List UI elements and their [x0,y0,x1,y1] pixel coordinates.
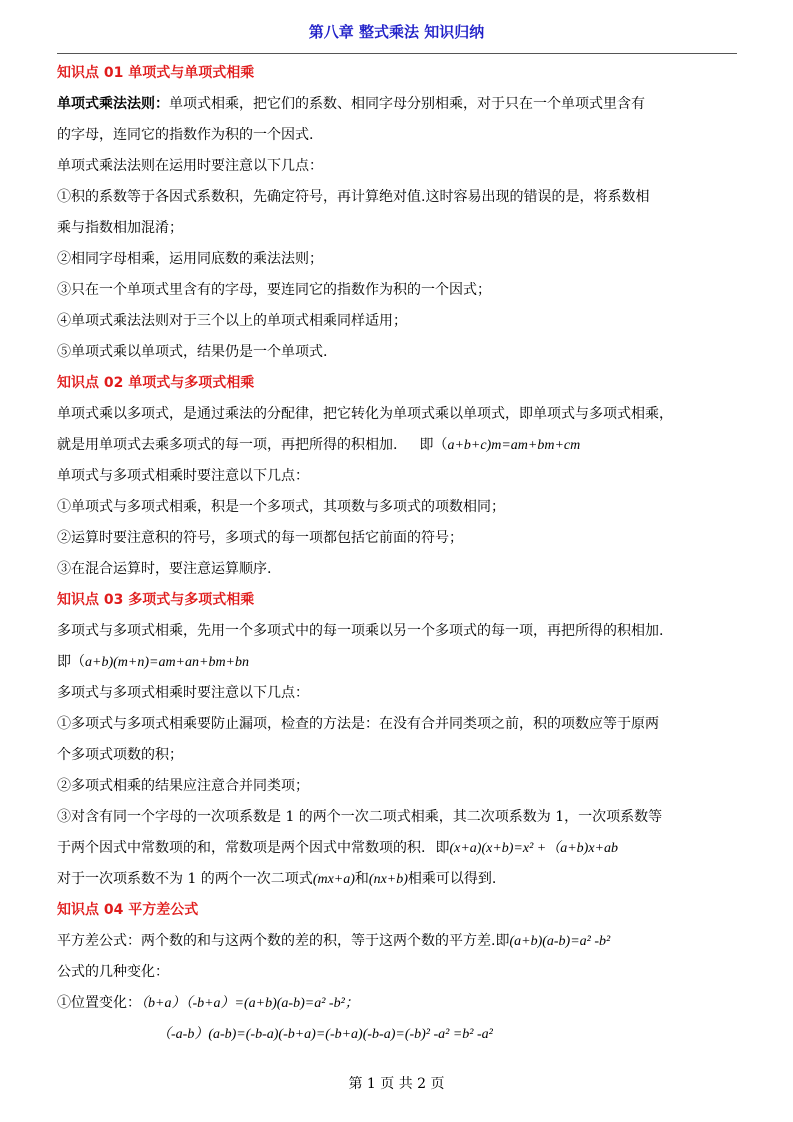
paragraph-line-1: 多项式与多项式相乘，先用一个多项式中的每一项乘以另一个多项式的每一项，再把所得的积相加. [57,623,664,639]
note-4-formula-2: (nx+b) [368,872,408,887]
polynomial-product-formula: a+b)(m+n)=am+an+bm+bn [85,655,250,670]
note-3-text: 于两个因式中常数项的和，常数项是两个因式中常数项的积. [57,840,426,856]
formula-prefix: 即 [435,840,450,856]
variant-1 [57,988,739,1019]
paragraph-line-1: 单项式乘以多项式，是通过乘法的分配律，把它转化为单项式乘以单项式，即单项式与多项式相乘， [57,406,673,422]
note-1-line-1: ①多项式与多项式相乘要防止漏项，检查的方法是：在没有合并同类项之前，积的项数应等于原两 [57,716,659,732]
note-4-suffix: 相乘可以得到. [407,871,497,887]
notes-intro: 多项式与多项式相乘时要注意以下几点： [57,685,309,701]
note-3: ③只在一个单项式里含有的字母，要连同它的指数作为积的一个因式； [57,282,491,298]
note-4-mid: 和 [354,871,369,887]
note-1-line-2: 乘与指数相加混淆； [57,220,183,236]
variant-2 [57,1019,739,1050]
document-body [57,58,739,1050]
rule-paragraph-line-1 [57,89,739,120]
binomial-product-formula: (x+a)(x+b)=x² +（a+b)x+ab [449,841,618,856]
page-footer: 第 1 页 共 2 页 [348,1076,445,1092]
note-2: ②相同字母相乘，运用同底数的乘法法则； [57,251,323,267]
rule-paragraph-line-2: 的字母，连同它的指数作为积的一个因式. [57,127,314,143]
note-5: ⑤单项式乘以单项式，结果仍是一个单项式. [57,344,328,360]
rule-name: 单项式乘法法则： [57,96,169,112]
rule-text: 单项式相乘，把它们的系数、相同字母分别相乘，对于只在一个单项式里含有 [169,96,645,112]
paragraph-text: 平方差公式：两个数的和与这两个数的差的积，等于这两个数的平方差.即 [57,933,510,949]
formula-line [57,647,739,678]
note-4: ④单项式乘法法则对于三个以上的单项式相乘同样适用； [57,313,407,329]
variant-2-formula: （-a-b）(a-b)=(-b-a)(-b+a)=(-b+a)(-b-a)=(-b)² -a² =b² -a² [157,1027,493,1042]
difference-of-squares-formula: (a+b)(a-b)=a² -b² [509,934,611,949]
section-title-02: 知识点 02 单项式与多项式相乘 [57,375,255,391]
note-1: ①单项式与多项式相乘，积是一个多项式，其项数与多项式的项数相同； [57,499,505,515]
variant-1-formula: （b+a）（-b+a）=(a+b)(a-b)=a² -b²； [141,996,359,1011]
section-title-03: 知识点 03 多项式与多项式相乘 [57,592,255,608]
note-2: ②多项式相乘的结果应注意合并同类项； [57,778,309,794]
notes-intro: 单项式乘法法则在运用时要注意以下几点： [57,158,323,174]
formula-prefix: 即（ [419,437,448,453]
note-3: ③在混合运算时，要注意运算顺序. [57,561,272,577]
page-header-title: 第八章 整式乘法 知识归纳 [308,23,485,41]
note-3-line-1: ③对含有同一个字母的一次项系数是 1 的两个一次二项式相乘，其二次项系数为 1，一次项系数等 [57,809,663,825]
paragraph-line-1 [57,926,739,957]
note-3-line-2 [57,833,739,864]
paragraph-line-2 [57,430,739,461]
formula-prefix: 即（ [57,654,85,670]
note-1-line-2: 个多项式项数的积； [57,747,183,763]
note-4-formula-1: (mx+a) [312,872,355,887]
variant-1-label: ①位置变化： [57,995,141,1011]
variants-intro: 公式的几种变化： [57,964,169,980]
paragraph-text: 就是用单项式去乘多项式的每一项，再把所得的积相加. [57,437,398,453]
note-4 [57,864,739,895]
note-4-prefix: 对于一次项系数不为 1 的两个一次二项式 [57,871,313,887]
section-title-04: 知识点 04 平方差公式 [57,902,199,918]
note-1-line-1: ①积的系数等于各因式系数积，先确定符号，再计算绝对值.这时容易出现的错误的是，将系数相 [57,189,650,205]
note-2: ②运算时要注意积的符号，多项式的每一项都包括它前面的符号； [57,530,463,546]
notes-intro: 单项式与多项式相乘时要注意以下几点： [57,468,309,484]
header-divider [57,53,737,54]
section-title-01: 知识点 01 单项式与单项式相乘 [57,65,255,81]
distributive-formula: a+b+c)m=am+bm+cm [447,438,581,453]
